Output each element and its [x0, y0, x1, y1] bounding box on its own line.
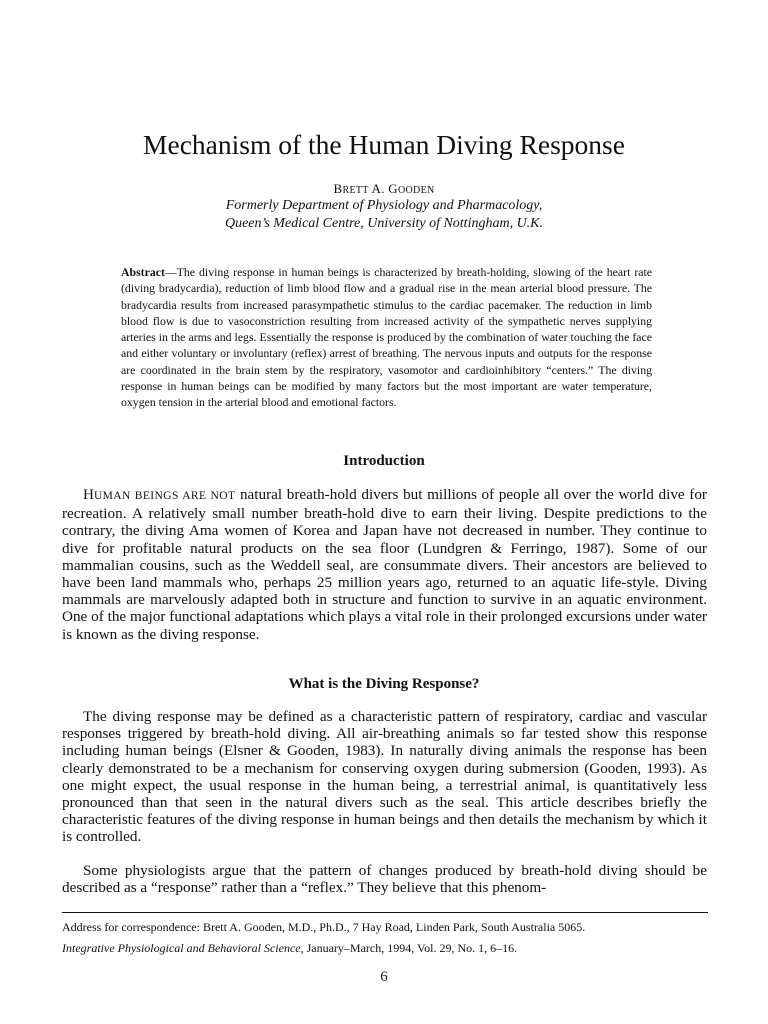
abstract — [121, 264, 652, 411]
intro-lead-smallcaps: UMAN BEINGS ARE NOT — [93, 490, 236, 502]
what-is-paragraph-2 — [62, 862, 707, 896]
author-last-rest: OODEN — [398, 185, 435, 196]
author-first-initial: B — [333, 181, 343, 196]
affiliation-line-2: Queen’s Medical Centre, University of Nottingham, U.K. — [224, 216, 544, 231]
intro-body: natural breath-hold divers but millions of people all over the world dive for recreation. A relatively small number breath-hold dive to earn their living. Despite predictions to the contrary, the diving Ama women of Korea and Japan have not decreased in number. They continue to dive for profitable natural products on the sea floor (Lundgren & Ferringo, 1987). Some of our mammalian cousins, such as the Weddell seal, are consummate divers. Their ancestors are believed to have been land mammals who, perhaps 25 million years ago, returned to an aquatic life-style. Diving mammals are marvelously adapted both in structure and function to survive in an aquatic environment. One of the major functional adaptations which plays a vital role in their prolonged excursions under water is known as the diving response. — [62, 486, 707, 643]
footnote-address: Address for correspondence: Brett A. Gooden, M.D., Ph.D., 7 Hay Road, Linden Park, South Australia 5065. — [62, 920, 586, 934]
author-last-initial: G — [388, 181, 398, 196]
what-is-para2-text: Some physiologists argue that the pattern of changes produced by breath-hold diving should be described as a “response” rather than a “reflex.” They believe that this phenom- — [62, 862, 707, 897]
affiliation-line-1: Formerly Department of Physiology and Pharmacology, — [225, 198, 543, 213]
footnote-citation-detail: January–March, 1994, Vol. 29, No. 1, 6–16. — [303, 941, 518, 955]
introduction-paragraph — [62, 486, 707, 643]
author-middle: A. — [368, 181, 389, 196]
abstract-text: —The diving response in human beings is characterized by breath-holding, slowing of the heart rate (diving bradycardia), reduction of limb blood flow and a gradual rise in the mean arterial blood pressure. The bradycardia results from increased parasympathetic stimulus to the cardiac pacemaker. The reduction in limb blood flow is due to vasoconstriction resulting from increased activity of the sympathetic nerves supplying arteries in the arms and legs. Essentially the response is produced by the combination of water touching the face and either voluntary or involuntary (reflex) arrest of breathing. The nervous inputs and outputs for the response are coordinated in the brain stem by the respiratory, vasomotor and cardioinhibitory “centers.” The diving response in human beings can be modified by many factors but the most important are water temperature, oxygen tension in the arterial blood and emotional factors. — [121, 265, 652, 410]
author-first-rest: RETT — [342, 185, 369, 196]
abstract-label: Abstract — [121, 265, 165, 279]
intro-lead-cap: H — [83, 486, 94, 503]
page-number: 6 — [380, 969, 388, 985]
footnote-citation — [62, 941, 708, 956]
section-heading-what-is: What is the Diving Response? — [288, 676, 480, 692]
article-title: Mechanism of the Human Diving Response — [143, 129, 625, 160]
what-is-para1-text: The diving response may be defined as a characteristic pattern of respiratory, cardiac and vascular responses triggered by breath-hold diving. All air-breathing animals so far tested show this response including human beings (Elsner & Gooden, 1983). In naturally diving animals the response has been clearly demonstrated to be a mechanism for conserving oxygen during submersion (Gooden, 1993). As one might expect, the usual response in the human being, a terrestrial animal, is quantitatively less pronounced than that seen in the natural divers such as the seal. This article describes briefly the characteristic features of the diving response in human beings and then details the mechanism by which it is controlled. — [62, 708, 707, 846]
section-heading-introduction: Introduction — [343, 453, 425, 469]
what-is-paragraph-1 — [62, 708, 707, 846]
footnote-divider — [62, 912, 708, 913]
footnote-journal: Integrative Physiological and Behavioral Science, — [62, 941, 304, 955]
